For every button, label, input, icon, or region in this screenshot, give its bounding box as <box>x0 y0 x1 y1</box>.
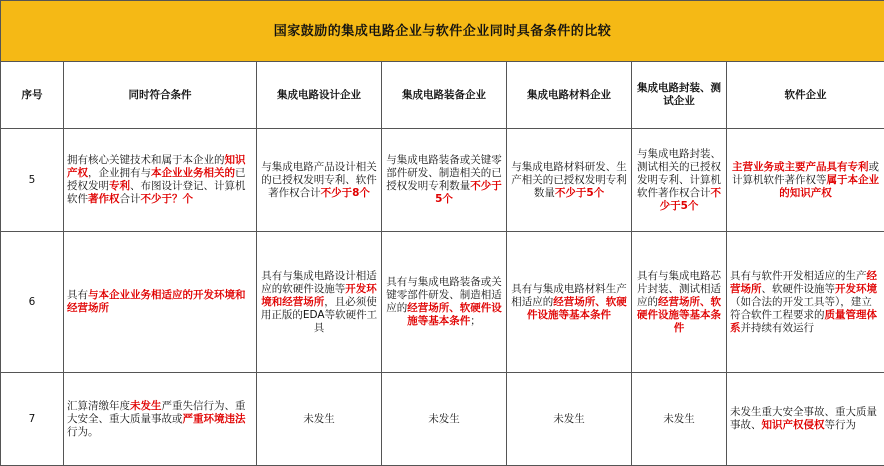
cell-packaging <box>632 373 727 466</box>
header-material: 集成电路材料企业 <box>507 62 632 129</box>
cell-software <box>727 232 884 373</box>
row-seq: 6 <box>1 232 64 373</box>
cell-text: 汇算清缴年度 <box>67 400 130 412</box>
cell-text: 未发生重大安全事故、重大质量事故、 <box>730 406 877 431</box>
highlight-text: 经营场所、软硬件设施等基本条件 <box>407 302 502 327</box>
highlight-text: 不少于5个 <box>555 187 604 199</box>
cell-common <box>64 373 257 466</box>
table-row <box>1 129 884 232</box>
cell-text: 未发生 <box>428 413 460 425</box>
highlight-text: 不少于5个 <box>435 180 502 205</box>
cell-text: 具有与集成电路装备或关键零部件研发、制造相适应的 <box>386 276 502 314</box>
cell-packaging <box>632 232 727 373</box>
header-software: 软件企业 <box>727 62 884 129</box>
cell-material <box>507 129 632 232</box>
cell-text: 并持续有效运行 <box>741 322 815 334</box>
cell-text: 未发生 <box>663 413 695 425</box>
cell-text: 拥有核心关键技术和属于本企业的 <box>67 154 225 166</box>
cell-text: 或计算机软件著作权等 <box>732 161 879 186</box>
cell-material <box>507 232 632 373</box>
highlight-text: 著作权 <box>88 193 120 205</box>
table-title: 国家鼓励的集成电路企业与软件企业同时具备条件的比较 <box>1 1 884 62</box>
cell-text: 具有与集成电路芯片封装、测试相适应的 <box>637 270 721 308</box>
cell-text: 、布图设计登记、计算机软件 <box>67 180 246 205</box>
highlight-text: 专利 <box>109 180 130 192</box>
cell-design <box>257 373 382 466</box>
cell-design <box>257 129 382 232</box>
cell-text: 未发生 <box>553 413 585 425</box>
cell-text: 、软硬件设施等 <box>762 283 836 295</box>
highlight-text: 开发环境 <box>835 283 877 295</box>
title-row <box>1 1 884 62</box>
cell-software <box>727 129 884 232</box>
highlight-text: 主营业务或主要产品具有专利 <box>732 161 869 173</box>
highlight-text: 开发环境和经营场所 <box>261 283 377 308</box>
cell-equipment <box>382 373 507 466</box>
highlight-text: 质量管理体系 <box>730 309 877 334</box>
cell-text: 与集成电路装备或关键零部件研发、制造相关的已授权发明专利数量 <box>386 154 502 192</box>
cell-text: 具有 <box>67 289 88 301</box>
cell-text: 与集成电路产品设计相关的已授权发明专利、软件著作权合计 <box>261 161 377 199</box>
cell-text: 具有与集成电路设计相适应的软硬件设施等 <box>261 270 377 295</box>
cell-design <box>257 232 382 373</box>
header-common: 同时符合条件 <box>64 62 257 129</box>
cell-text: 严重失信行为、重大安全、重大质量事故或 <box>67 400 246 425</box>
highlight-text: 知识产权 <box>67 154 246 179</box>
highlight-text: 经营场所、软硬件设施等基本条件 <box>637 296 721 334</box>
cell-text: 行为。 <box>67 426 99 438</box>
cell-text: 未发生 <box>303 413 335 425</box>
cell-equipment <box>382 129 507 232</box>
cell-common <box>64 129 257 232</box>
header-packaging: 集成电路封装、测试企业 <box>632 62 727 129</box>
highlight-text: 与本企业业务相适应的开发环境和经营场所 <box>67 289 246 314</box>
header-equipment: 集成电路装备企业 <box>382 62 507 129</box>
highlight-text: 经营场所 <box>730 270 877 295</box>
cell-text: 合计 <box>120 193 141 205</box>
highlight-text: 未发生 <box>130 400 162 412</box>
cell-text: 与集成电路封装、测试相关的已授权发明专利、计算机软件著作权合计 <box>637 148 721 199</box>
header-row <box>1 62 884 129</box>
cell-text: 具有与集成电路材料生产相适应的 <box>511 283 627 308</box>
highlight-text: 严重环境违法 <box>183 413 246 425</box>
highlight-text: 经营场所、软硬件设施等基本条件 <box>527 296 627 321</box>
row-seq: 7 <box>1 373 64 466</box>
header-design: 集成电路设计企业 <box>257 62 382 129</box>
table-row <box>1 232 884 373</box>
highlight-text: 属于本企业的知识产权 <box>779 174 879 199</box>
cell-text: 与集成电路材料研发、生产相关的已授权发明专利数量 <box>511 161 627 199</box>
highlight-text: 知识产权侵权 <box>762 419 825 431</box>
cell-software <box>727 373 884 466</box>
cell-text: 已授权发明 <box>67 167 246 192</box>
header-seq: 序号 <box>1 62 64 129</box>
highlight-text: 本企业业务相关的 <box>151 167 235 179</box>
cell-text: 具有与软件开发相适应的生产 <box>730 270 867 282</box>
cell-text: ，且必须使用正版的EDA等软硬件工具 <box>261 296 377 334</box>
cell-text: ，企业拥有与 <box>88 167 151 179</box>
cell-text: ； <box>470 315 481 327</box>
cell-text: （如合法的开发工具等），建立符合软件工程要求的 <box>730 296 872 321</box>
table-row <box>1 373 884 466</box>
row-seq: 5 <box>1 129 64 232</box>
cell-text: 等行为 <box>825 419 857 431</box>
cell-packaging <box>632 129 727 232</box>
cell-equipment <box>382 232 507 373</box>
highlight-text: 不少于5个 <box>660 187 721 212</box>
highlight-text: 不少于8个 <box>321 187 370 199</box>
cell-material <box>507 373 632 466</box>
cell-common <box>64 232 257 373</box>
highlight-text: 不少于？个 <box>141 193 194 205</box>
